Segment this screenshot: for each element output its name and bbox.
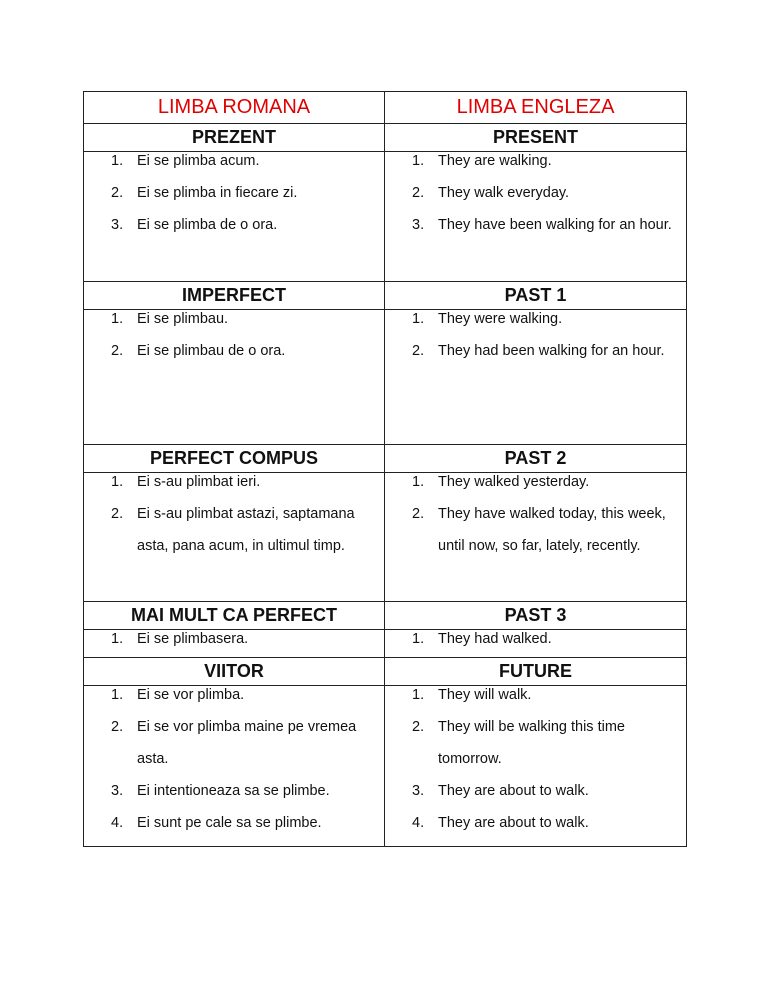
list-item-number: 1. bbox=[111, 153, 124, 169]
list-item bbox=[385, 177, 686, 209]
left-section-header: PERFECT COMPUS bbox=[84, 445, 385, 473]
right-section-body bbox=[385, 310, 687, 445]
title-row bbox=[84, 92, 687, 124]
list-item-text: They had walked. bbox=[438, 631, 552, 647]
right-example-list bbox=[385, 466, 686, 562]
list-item bbox=[385, 775, 686, 807]
list-item-number: 1. bbox=[412, 631, 425, 647]
list-item bbox=[84, 209, 384, 241]
list-item bbox=[385, 209, 686, 241]
right-section-header: PAST 3 bbox=[385, 602, 687, 630]
list-item-number: 2. bbox=[412, 719, 425, 735]
list-item bbox=[84, 466, 384, 498]
list-item-text: They are about to walk. bbox=[438, 815, 589, 831]
list-item-text: Ei se plimbasera. bbox=[137, 631, 249, 647]
right-section-header: FUTURE bbox=[385, 658, 687, 686]
list-item bbox=[84, 303, 384, 335]
right-section-body bbox=[385, 473, 687, 602]
right-example-list bbox=[385, 679, 686, 839]
list-item-text: They have been walking for an hour. bbox=[438, 217, 672, 233]
list-item-number: 1. bbox=[111, 687, 124, 703]
left-section-body bbox=[84, 686, 385, 847]
right-example-list bbox=[385, 303, 686, 367]
list-item-text: They had been walking for an hour. bbox=[438, 343, 665, 359]
list-item-text: Ei se plimbau de o ora. bbox=[137, 343, 286, 359]
list-item-number: 1. bbox=[412, 474, 425, 490]
left-example-list bbox=[84, 303, 384, 367]
list-item-text: Ei se plimba de o ora. bbox=[137, 217, 278, 233]
section-body-row bbox=[84, 630, 687, 658]
list-item bbox=[84, 679, 384, 711]
list-item bbox=[84, 775, 384, 807]
left-section-body bbox=[84, 630, 385, 658]
left-example-list bbox=[84, 145, 384, 241]
left-section-body bbox=[84, 473, 385, 602]
left-section-header: VIITOR bbox=[84, 658, 385, 686]
list-item bbox=[385, 711, 686, 775]
list-item-text: Ei se vor plimba maine pe vremea asta. bbox=[137, 719, 357, 767]
list-item bbox=[84, 623, 384, 655]
list-item-number: 3. bbox=[111, 783, 124, 799]
list-item bbox=[385, 498, 686, 562]
list-item-text: Ei intentioneaza sa se plimbe. bbox=[137, 783, 330, 799]
right-example-list bbox=[385, 145, 686, 241]
list-item-number: 2. bbox=[111, 185, 124, 201]
list-item-number: 3. bbox=[412, 217, 425, 233]
right-section-body bbox=[385, 630, 687, 658]
list-item-number: 2. bbox=[412, 343, 425, 359]
list-item-text: They are walking. bbox=[438, 153, 552, 169]
left-example-list bbox=[84, 623, 384, 655]
list-item-number: 1. bbox=[412, 311, 425, 327]
list-item bbox=[84, 177, 384, 209]
left-section-body bbox=[84, 310, 385, 445]
list-item-text: Ei s-au plimbat ieri. bbox=[137, 474, 261, 490]
list-item-number: 4. bbox=[111, 815, 124, 831]
list-item-text: Ei se plimba acum. bbox=[137, 153, 260, 169]
right-section-header: PAST 2 bbox=[385, 445, 687, 473]
list-item-text: They are about to walk. bbox=[438, 783, 589, 799]
section-body-row bbox=[84, 686, 687, 847]
list-item-number: 1. bbox=[412, 153, 425, 169]
list-item bbox=[385, 145, 686, 177]
list-item-number: 2. bbox=[111, 343, 124, 359]
list-item bbox=[84, 807, 384, 839]
right-example-list bbox=[385, 623, 686, 655]
list-item-text: They were walking. bbox=[438, 311, 563, 327]
list-item-number: 2. bbox=[412, 506, 425, 522]
right-section-body bbox=[385, 686, 687, 847]
list-item-text: Ei se vor plimba. bbox=[137, 687, 245, 703]
list-item bbox=[385, 679, 686, 711]
right-section-body bbox=[385, 152, 687, 282]
right-section-header: PAST 1 bbox=[385, 282, 687, 310]
list-item-number: 2. bbox=[111, 719, 124, 735]
list-item-text: They will walk. bbox=[438, 687, 532, 703]
list-item-number: 4. bbox=[412, 815, 425, 831]
left-section-header: MAI MULT CA PERFECT bbox=[84, 602, 385, 630]
left-column-title: LIMBA ROMANA bbox=[84, 92, 385, 124]
list-item-text: Ei se plimba in fiecare zi. bbox=[137, 185, 298, 201]
list-item bbox=[84, 145, 384, 177]
right-column-title: LIMBA ENGLEZA bbox=[385, 92, 687, 124]
section-body-row bbox=[84, 310, 687, 445]
list-item bbox=[385, 303, 686, 335]
left-section-header: PREZENT bbox=[84, 124, 385, 152]
list-item-text: They will be walking this time tomorrow. bbox=[438, 719, 625, 767]
left-example-list bbox=[84, 679, 384, 839]
list-item-number: 2. bbox=[111, 506, 124, 522]
list-item bbox=[385, 807, 686, 839]
list-item-number: 2. bbox=[412, 185, 425, 201]
left-section-header: IMPERFECT bbox=[84, 282, 385, 310]
list-item-text: Ei se plimbau. bbox=[137, 311, 229, 327]
list-item bbox=[385, 335, 686, 367]
right-section-header: PRESENT bbox=[385, 124, 687, 152]
list-item-number: 1. bbox=[412, 687, 425, 703]
list-item-number: 1. bbox=[111, 474, 124, 490]
left-section-body bbox=[84, 152, 385, 282]
list-item-number: 1. bbox=[111, 311, 124, 327]
list-item bbox=[385, 466, 686, 498]
list-item bbox=[84, 711, 384, 775]
list-item-text: They walked yesterday. bbox=[438, 474, 590, 490]
list-item bbox=[84, 335, 384, 367]
list-item-number: 1. bbox=[111, 631, 124, 647]
tense-comparison-table bbox=[83, 91, 687, 847]
list-item-text: They have walked today, this week, until now, so far, lately, recently. bbox=[438, 506, 666, 554]
list-item-number: 3. bbox=[412, 783, 425, 799]
list-item-text: Ei sunt pe cale sa se plimbe. bbox=[137, 815, 322, 831]
section-body-row bbox=[84, 473, 687, 602]
left-example-list bbox=[84, 466, 384, 562]
list-item-text: They walk everyday. bbox=[438, 185, 570, 201]
list-item-text: Ei s-au plimbat astazi, saptamana asta, pana acum, in ultimul timp. bbox=[137, 506, 355, 554]
list-item bbox=[385, 623, 686, 655]
list-item-number: 3. bbox=[111, 217, 124, 233]
list-item bbox=[84, 498, 384, 562]
section-body-row bbox=[84, 152, 687, 282]
